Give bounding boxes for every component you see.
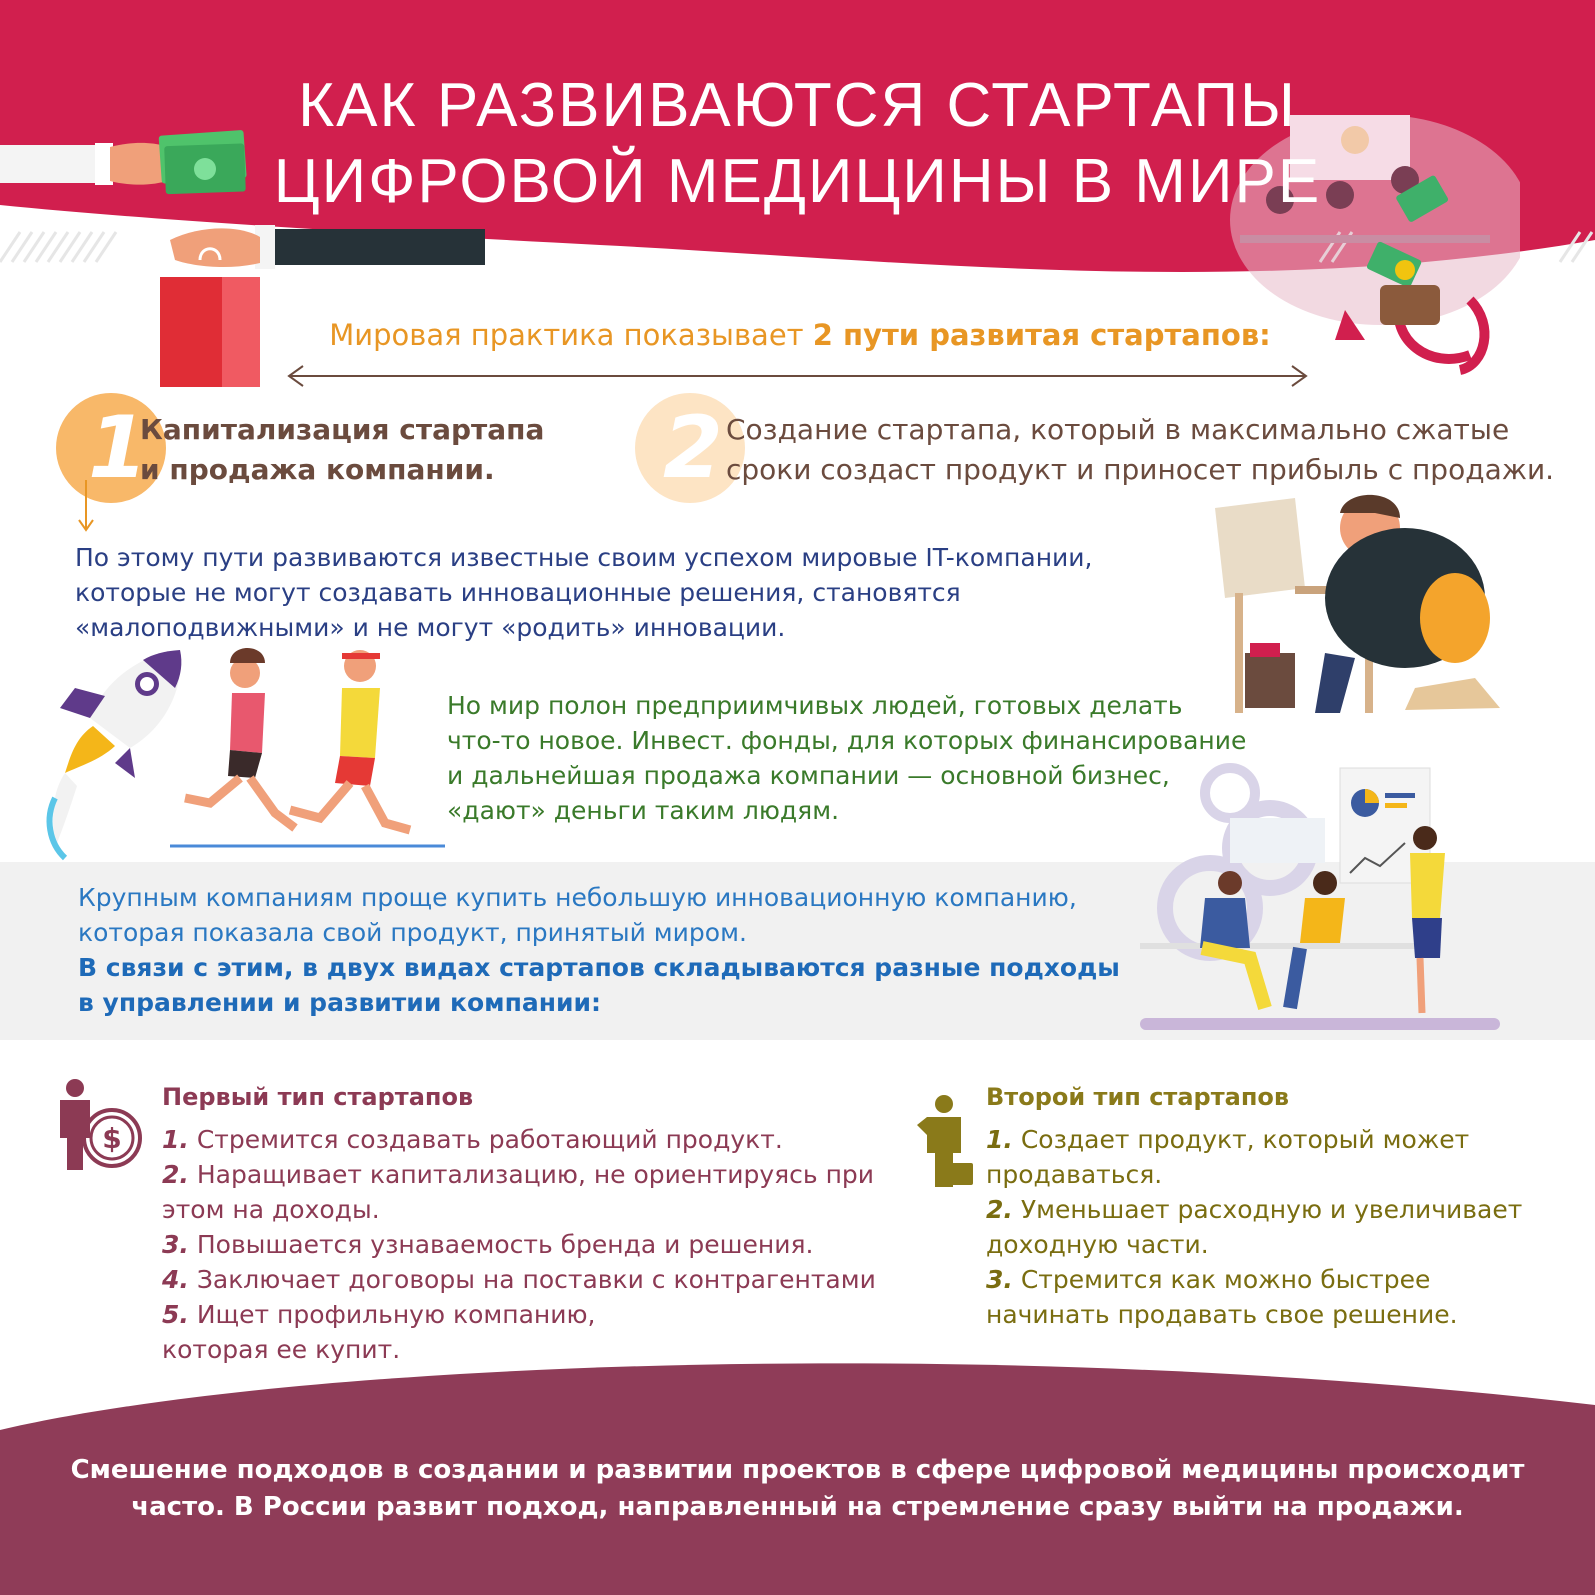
businessman-briefcase-icon bbox=[915, 1095, 975, 1190]
list-item-text: Заключает договоры на поставки с контрагентами bbox=[188, 1265, 876, 1294]
list-item bbox=[986, 1122, 1546, 1157]
intro-bold: 2 пути развитая стартапов: bbox=[812, 318, 1271, 352]
path-2-line-2: сроки создаст продукт и приносет прибыль с продажи. bbox=[726, 453, 1555, 486]
list-item-text: Повышается узнаваемость бренда и решения. bbox=[188, 1230, 814, 1259]
path-1-line-2: и продажа компании. bbox=[140, 453, 495, 486]
list-item-text: Создает продукт, который может bbox=[1012, 1125, 1470, 1154]
path-1-label bbox=[140, 410, 544, 490]
path-1-line-1: Капитализация стартапа bbox=[140, 413, 545, 446]
type-1-title: Первый тип стартапов bbox=[162, 1083, 474, 1111]
title-line-1: КАК РАЗВИВАЮТСЯ СТАРТАПЫ bbox=[298, 71, 1297, 140]
list-item-number: 2. bbox=[162, 1160, 189, 1189]
list-item-text: доходную части. bbox=[986, 1230, 1209, 1259]
paragraph-line: которые не могут создавать инновационные решения, становятся bbox=[75, 578, 961, 607]
title-line-2: ЦИФРОВОЙ МЕДИЦИНЫ В МИРЕ bbox=[273, 147, 1322, 216]
paragraph-approaches bbox=[78, 950, 1138, 1020]
paragraph-line: В связи с этим, в двух видах стартапов складываются разные подходы bbox=[78, 953, 1120, 982]
paragraph-line: которая показала свой продукт, принятый миром. bbox=[78, 918, 747, 947]
list-item-text: этом на доходы. bbox=[162, 1195, 380, 1224]
list-item-text: которая ее купит. bbox=[162, 1335, 401, 1364]
list-item-number: 4. bbox=[162, 1265, 189, 1294]
intro-text bbox=[300, 318, 1300, 352]
path-2-label bbox=[726, 410, 1554, 490]
path-2-number: 2 bbox=[663, 398, 723, 498]
list-item-text: Наращивает капитализацию, не ориентируясь при bbox=[188, 1160, 875, 1189]
footer-text bbox=[60, 1452, 1535, 1526]
paragraph-line: в управлении и развитии компании: bbox=[78, 988, 602, 1017]
list-item-text: продаваться. bbox=[986, 1160, 1163, 1189]
list-item bbox=[986, 1262, 1546, 1297]
list-item-number: 1. bbox=[986, 1125, 1013, 1154]
list-item bbox=[986, 1157, 1546, 1192]
list-item bbox=[162, 1157, 882, 1192]
list-item-text: Ищет профильную компанию, bbox=[188, 1300, 596, 1329]
paragraph-line: что-то новое. Инвест. фонды, для которых финансирование bbox=[447, 726, 1247, 755]
meeting-team-icon bbox=[1140, 758, 1510, 1048]
intro-prefix: Мировая практика показывает bbox=[329, 318, 813, 352]
list-item-text: Уменьшает расходную и увеличивает bbox=[1012, 1195, 1523, 1224]
paragraph-line: «малоподвижными» и не могут «родить» инновации. bbox=[75, 613, 786, 642]
list-item-number: 1. bbox=[162, 1125, 189, 1154]
list-item-number: 2. bbox=[986, 1195, 1013, 1224]
path-2-line-1: Создание стартапа, который в максимально сжатые bbox=[726, 413, 1510, 446]
paragraph-it-companies bbox=[75, 540, 1195, 645]
double-arrow-icon bbox=[285, 364, 1310, 388]
businessman-dollar-icon bbox=[55, 1078, 145, 1173]
list-item bbox=[162, 1262, 882, 1297]
list-item bbox=[986, 1192, 1546, 1227]
runners-icon bbox=[170, 638, 445, 848]
list-item-number: 5. bbox=[162, 1300, 189, 1329]
type-2-list bbox=[986, 1122, 1546, 1332]
path-1-number: 1 bbox=[88, 398, 148, 498]
list-item-number: 3. bbox=[986, 1265, 1013, 1294]
list-item-number: 3. bbox=[162, 1230, 189, 1259]
page-title bbox=[190, 68, 1405, 220]
paragraph-line: Крупным компаниям проще купить небольшую инновационную компанию, bbox=[78, 883, 1077, 912]
list-item bbox=[162, 1227, 882, 1262]
paragraph-big-companies bbox=[78, 880, 1138, 950]
paragraph-line: и дальнейшая продажа компании — основной бизнес, bbox=[447, 761, 1170, 790]
list-item bbox=[162, 1297, 882, 1332]
footer-line-1: Смешение подходов в создании и развитии проектов в сфере цифровой медицины происходит bbox=[70, 1455, 1525, 1485]
list-item bbox=[986, 1297, 1546, 1332]
paragraph-entrepreneurs bbox=[447, 688, 1247, 828]
list-item bbox=[162, 1122, 882, 1157]
list-item-text: Стремится создавать работающий продукт. bbox=[188, 1125, 783, 1154]
list-item bbox=[162, 1192, 882, 1227]
down-arrow-icon bbox=[76, 478, 96, 534]
list-item-text: начинать продавать свое решение. bbox=[986, 1300, 1458, 1329]
footer-line-2: часто. В России развит подход, направленный на стремление сразу выйти на продажи. bbox=[131, 1492, 1464, 1522]
type-2-title: Второй тип стартапов bbox=[986, 1083, 1290, 1111]
paragraph-line: По этому пути развиваются известные своим успехом мировые IT-компании, bbox=[75, 543, 1093, 572]
list-item-text: Стремится как можно быстрее bbox=[1012, 1265, 1431, 1294]
paragraph-line: «дают» деньги таким людям. bbox=[447, 796, 840, 825]
paragraph-line: Но мир полон предприимчивых людей, готовых делать bbox=[447, 691, 1183, 720]
list-item bbox=[986, 1227, 1546, 1262]
lazy-worker-icon bbox=[1215, 488, 1520, 718]
type-1-list bbox=[162, 1122, 882, 1367]
svg-text:$: $ bbox=[102, 1122, 122, 1155]
